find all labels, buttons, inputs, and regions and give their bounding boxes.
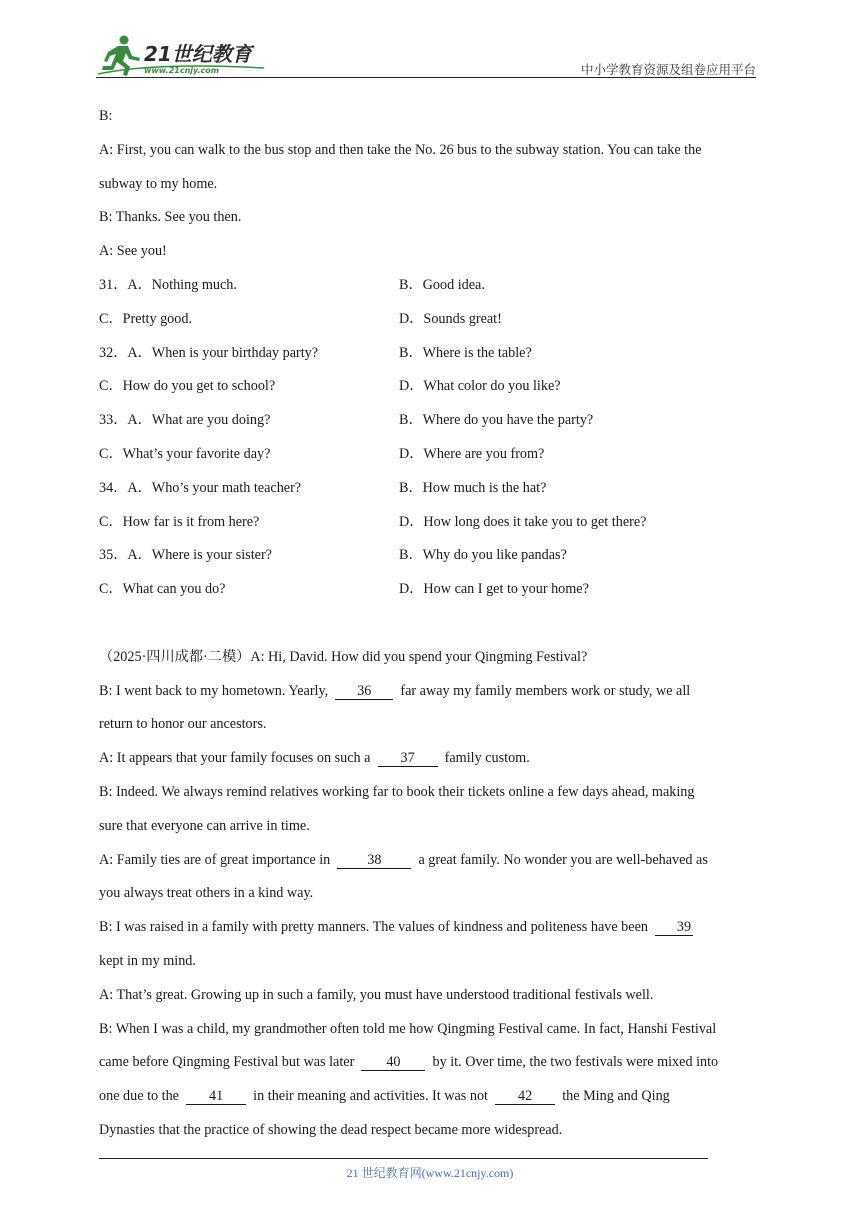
passage-line: return to honor our ancestors.	[99, 716, 267, 733]
site-logo	[96, 34, 266, 78]
blank-36[interactable]: 36	[335, 683, 393, 700]
passage-line: （2025·四川成都·二模）A: Hi, David. How did you spend your Qingming Festival?	[99, 648, 588, 665]
option-right: B．Why do you like pandas?	[399, 547, 567, 564]
footer-text: 21 世纪教育网(www.21cnjy.com)	[346, 1166, 514, 1180]
option-left: C．What’s your favorite day?	[99, 445, 271, 462]
passage-line: came before Qingming Festival but was later 40 by it. Over time, the two festivals were mixed into	[99, 1054, 719, 1071]
option-row	[99, 442, 769, 476]
dialogue-line: A: See you!	[99, 243, 167, 260]
document-body	[99, 104, 769, 1152]
option-right: B．How much is the hat?	[399, 479, 547, 496]
blank-42[interactable]: 42	[495, 1088, 555, 1105]
passage-line: one due to the 41 in their meaning and activities. It was not 42 the Ming and Qing	[99, 1088, 670, 1105]
option-left: 35．A．Where is your sister?	[99, 547, 272, 564]
passage-line: B: I was raised in a family with pretty manners. The values of kindness and politeness have been 39	[99, 919, 692, 936]
option-row	[99, 510, 769, 544]
passage-line: Dynasties that the practice of showing the dead respect became more widespread.	[99, 1121, 563, 1138]
passage-line: B: I went back to my hometown. Yearly, 36 far away my family members work or study, we all	[99, 682, 691, 699]
option-row	[99, 408, 769, 442]
option-left: 31．A．Nothing much.	[99, 276, 237, 293]
header-rule	[96, 77, 756, 78]
passage-line: A: It appears that your family focuses on such a 37 family custom.	[99, 750, 530, 767]
option-right: D．Where are you from?	[399, 445, 545, 462]
option-row	[99, 374, 769, 408]
dialogue-line: A: First, you can walk to the bus stop and then take the No. 26 bus to the subway station. You can take the	[99, 141, 702, 158]
blank-41[interactable]: 41	[186, 1088, 246, 1105]
dialogue-line: B:	[99, 108, 113, 124]
blank-38[interactable]: 38	[337, 852, 411, 869]
blank-39[interactable]: 39	[655, 919, 693, 936]
svg-text:www.21cnjy.com: www.21cnjy.com	[144, 66, 220, 75]
passage-line: sure that everyone can arrive in time.	[99, 817, 310, 834]
option-left: C．What can you do?	[99, 581, 226, 598]
option-right: B．Where is the table?	[399, 344, 532, 361]
option-right: D．What color do you like?	[399, 378, 561, 395]
passage-line: kept in my mind.	[99, 952, 196, 969]
option-row	[99, 341, 769, 375]
page-header	[96, 30, 756, 78]
option-row	[99, 543, 769, 577]
passage-line: A: That’s great. Growing up in such a family, you must have understood traditional festivals well.	[99, 986, 654, 1003]
section-gap	[99, 611, 769, 645]
passage-line: B: When I was a child, my grandmother often told me how Qingming Festival came. In fact, Hanshi Festival	[99, 1020, 717, 1037]
option-right: D．How long does it take you to get there?	[399, 513, 647, 530]
option-right: D．How can I get to your home?	[399, 581, 589, 598]
option-right: B．Where do you have the party?	[399, 412, 594, 429]
option-row	[99, 476, 769, 510]
option-right: B．Good idea.	[399, 276, 485, 293]
option-left: C．How far is it from here?	[99, 513, 260, 530]
dialogue-line: B: Thanks. See you then.	[99, 209, 242, 226]
passage-line: B: Indeed. We always remind relatives working far to book their tickets online a few days ahead, making	[99, 783, 695, 800]
passage-line: you always treat others in a kind way.	[99, 885, 314, 902]
dialogue-line: subway to my home.	[99, 175, 218, 192]
footer-rule	[99, 1158, 708, 1159]
option-left: C．Pretty good.	[99, 310, 193, 327]
option-row	[99, 307, 769, 341]
option-left: 32．A．When is your birthday party?	[99, 344, 319, 361]
option-row	[99, 273, 769, 307]
header-platform-text: 中小学教育资源及组卷应用平台	[580, 62, 756, 77]
option-left: 34．A．Who’s your math teacher?	[99, 479, 302, 496]
blank-40[interactable]: 40	[361, 1054, 425, 1071]
option-left: 33．A．What are you doing?	[99, 412, 271, 429]
svg-text:21世纪教育: 21世纪教育	[144, 42, 252, 66]
passage-line: A: Family ties are of great importance in 38 a great family. No wonder you are well-behaved as	[99, 851, 708, 868]
blank-37[interactable]: 37	[378, 750, 438, 767]
option-left: C．How do you get to school?	[99, 378, 276, 395]
option-row	[99, 577, 769, 611]
option-right: D．Sounds great!	[399, 310, 502, 327]
